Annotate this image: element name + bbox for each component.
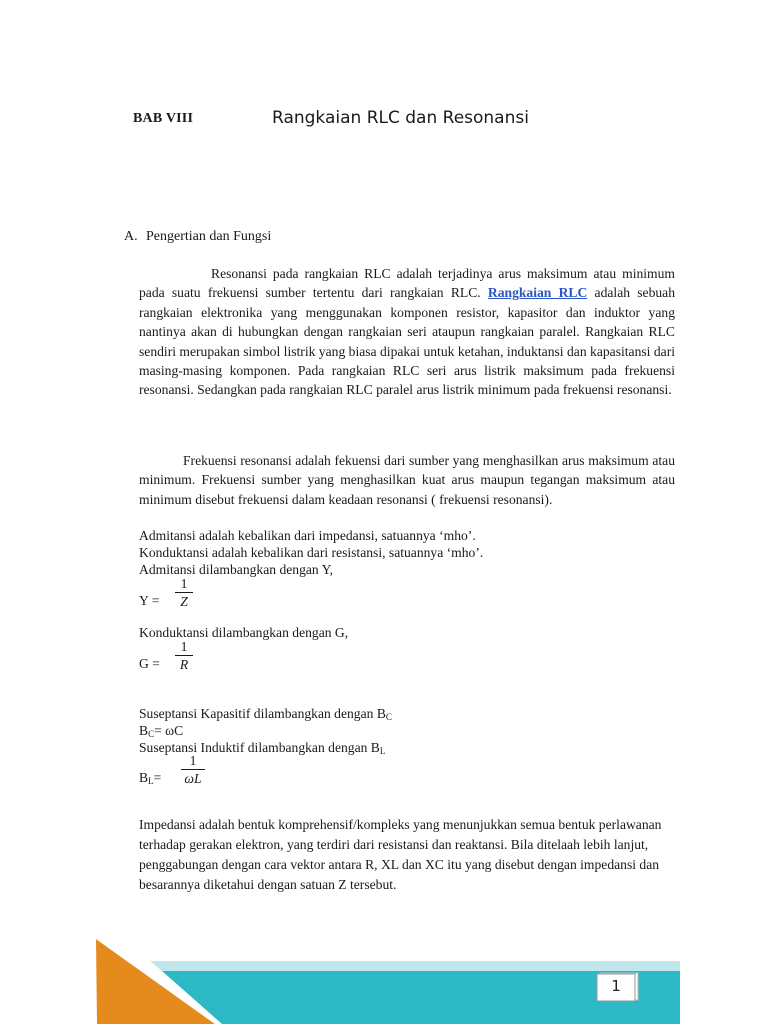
paragraph-resonansi	[139, 264, 675, 400]
admitansi-definition: Admitansi adalah kebalikan dari impedansi, satuannya ‘mho’.	[139, 528, 476, 543]
formula-bc-sub: C	[148, 729, 155, 739]
formula-bl-fraction	[181, 754, 205, 786]
section-heading	[124, 229, 271, 245]
formula-bl-sub: L	[148, 776, 154, 786]
footer-decoration	[0, 930, 768, 1024]
fraction-denominator: Z	[180, 594, 188, 609]
fraction-numerator: 1	[180, 639, 188, 654]
paragraph-impedansi: Impedansi adalah bentuk komprehensif/kompleks yang menunjukkan semua bentuk perlawanan terhadap gerakan elektron, yang terdiri dari resistansi dan reaktansi. Bila ditelaah lebih lanjut, penggabungan dengan cara vektor antara R, XL dan XC itu yang disebut dengan impedansi dan besarannya diketahui dengan satuan Z tersebut.	[139, 817, 662, 892]
chapter-title: Rangkaian RLC dan Resonansi	[272, 108, 529, 128]
subscript-c: C	[385, 712, 392, 722]
section-number: A.	[124, 229, 138, 244]
formula-bc-rhs: = ωC	[154, 723, 184, 738]
chapter-label: BAB VIII	[133, 111, 194, 126]
konduktansi-symbol-line: Konduktansi dilambangkan dengan G,	[139, 625, 349, 640]
formula-y-fraction	[175, 577, 193, 609]
formula-g-lhs: G =	[139, 656, 160, 671]
footer-light-stripe	[150, 961, 680, 971]
suseptansi-induktif-line	[139, 739, 385, 760]
paragraph-frekuensi	[139, 451, 675, 509]
paragraph-text: Frekuensi resonansi adalah fekuensi dari sumber yang menghasilkan arus maksimum atau minimum. Frekuensi sumber yang menghasilkan kuat arus maupun tegangan maksimum atau minimum disebut frekuensi dalam keadaan resonansi ( frekuensi resonansi).	[139, 453, 675, 507]
suseptansi-induktif-text: Suseptansi Induktif dilambangkan dengan B	[139, 740, 380, 755]
formula-g-fraction	[175, 640, 193, 672]
paragraph-text: Resonansi pada rangkaian RLC adalah terjadinya arus maksimum atau minimum pada suatu frekuensi sumber tertentu dari rangkaian RLC.	[139, 266, 675, 301]
formula-bl-main: B	[139, 770, 149, 785]
formula-y-lhs: Y =	[139, 593, 160, 608]
page-number: 1	[611, 977, 621, 995]
subscript-l: L	[379, 746, 386, 756]
section-title: Pengertian dan Fungsi	[146, 229, 272, 244]
formula-bl-lhs	[139, 769, 161, 790]
suseptansi-kapasitif-text: Suseptansi Kapasitif dilambangkan dengan B	[139, 706, 386, 721]
konduktansi-definition: Konduktansi adalah kebalikan dari resistansi, satuannya ‘mho’.	[139, 545, 484, 560]
formula-bc-lhs: B	[139, 723, 149, 738]
rangkaian-rlc-link[interactable]: Rangkaian RLC	[487, 285, 588, 301]
fraction-numerator: 1	[189, 753, 197, 768]
formula-bl-eq: =	[153, 770, 162, 785]
admitansi-symbol-line: Admitansi dilambangkan dengan Y,	[139, 562, 334, 577]
paragraph-text: adalah sebuah rangkaian elektronika yang menggunakan komponen resistor, kapasitor dan induktor yang nantinya akan di hubungkan dengan rangkaian seri ataupun rangkaian paralel. Rangkaian RLC sendiri merupakan simbol listrik yang biasa dipakai untuk ketahan, induktansi dan kapasitansi dari masing-masing komponen. Pada rangkaian RLC seri arus listrik maksimum pada frekuensi resonansi. Sedangkan pada rangkaian RLC paralel arus listrik minimum pada frekuensi resonansi.	[139, 285, 675, 398]
fraction-denominator: ωL	[184, 771, 202, 786]
fraction-numerator: 1	[180, 576, 188, 591]
fraction-denominator: R	[179, 657, 189, 672]
